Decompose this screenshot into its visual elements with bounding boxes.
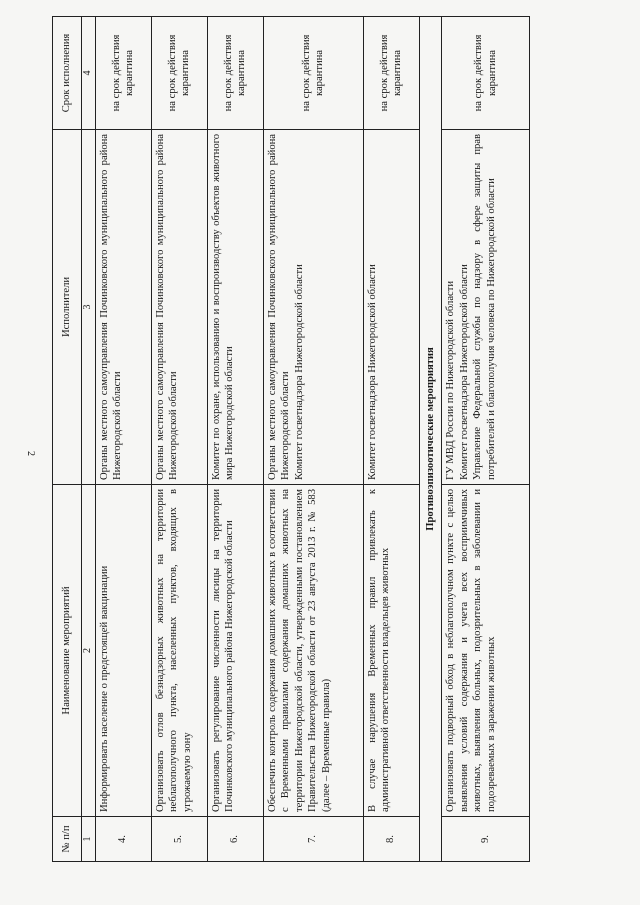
rotated-table-container: [52, 17, 542, 862]
section-header-row: [419, 17, 441, 862]
executors: Комитет по охране, использованию и воспроизводству объектов животного мира Нижегородской области: [207, 130, 263, 485]
table-row: [95, 17, 151, 862]
table-row: [263, 17, 363, 862]
page-number: 2: [25, 451, 36, 456]
table-header-row: [53, 17, 82, 862]
measure-name: Организовать регулирование численности лисицы на территории Починковского муниципального района Нижегородской области: [207, 485, 263, 817]
term: на срок действия карантина: [363, 17, 419, 130]
table-row: [151, 17, 207, 862]
term: на срок действия карантина: [95, 17, 151, 130]
measure-name: Информировать население о предстоящей вакцинации: [95, 485, 151, 817]
measures-table: [52, 16, 530, 862]
header-num: № п/п: [53, 817, 82, 862]
measure-name: Организовать подворный обход в неблагополучном пункте с целью выявления условий содержания и учета всех восприимчивых животных, выявления больных, подозрительных в заболевании и подозреваемых в заражении животных: [442, 485, 530, 817]
term: на срок действия карантина: [207, 17, 263, 130]
section-title: Противоэпизоотические мероприятия: [419, 17, 441, 862]
executors: Комитет госветнадзора Нижегородской области: [363, 130, 419, 485]
row-number: 5.: [151, 817, 207, 862]
column-number-row: [82, 17, 96, 862]
row-number: 7.: [263, 817, 363, 862]
executors: Органы местного самоуправления Починковского муниципального района Нижегородской области: [95, 130, 151, 485]
header-executors: Исполнители: [53, 130, 82, 485]
measure-name: Организовать отлов безнадзорных животных на территории неблагополучного пункта, населенных пунктов, входящих в угрожаемую зону: [151, 485, 207, 817]
term: на срок действия карантина: [151, 17, 207, 130]
row-number: 4.: [95, 817, 151, 862]
executors: Органы местного самоуправления Починковского муниципального района Нижегородской области Комитет госветнадзора Нижегородской области: [263, 130, 363, 485]
header-term: Срок исполнения: [53, 17, 82, 130]
column-number: 2: [82, 485, 96, 817]
row-number: 9.: [442, 817, 530, 862]
column-number: 4: [82, 17, 96, 130]
table-row: [442, 17, 530, 862]
column-number: 1: [82, 817, 96, 862]
header-name: Наименование мероприятий: [53, 485, 82, 817]
term: на срок действия карантина: [442, 17, 530, 130]
table-row: [363, 17, 419, 862]
executors: ГУ МВД России по Нижегородской области Комитет госветнадзора Нижегородской области Управление Федеральной службы по надзору в сфере защиты прав потребителей и благополучия человека по Нижегородской области: [442, 130, 530, 485]
executors: Органы местного самоуправления Починковского муниципального района Нижегородской области: [151, 130, 207, 485]
row-number: 8.: [363, 817, 419, 862]
measure-name: В случае нарушения Временных правил привлекать к административной ответственности владельцев животных: [363, 485, 419, 817]
measure-name: Обеспечить контроль содержания домашних животных в соответствии с Временными правилами содержания домашних животных на территории Нижегородской области, утвержденными постановлением Правительства Нижегородской области от 23 августа 2013 г. № 583 (далее – Временные правила): [263, 485, 363, 817]
row-number: 6.: [207, 817, 263, 862]
column-number: 3: [82, 130, 96, 485]
term: на срок действия карантина: [263, 17, 363, 130]
table-row: [207, 17, 263, 862]
